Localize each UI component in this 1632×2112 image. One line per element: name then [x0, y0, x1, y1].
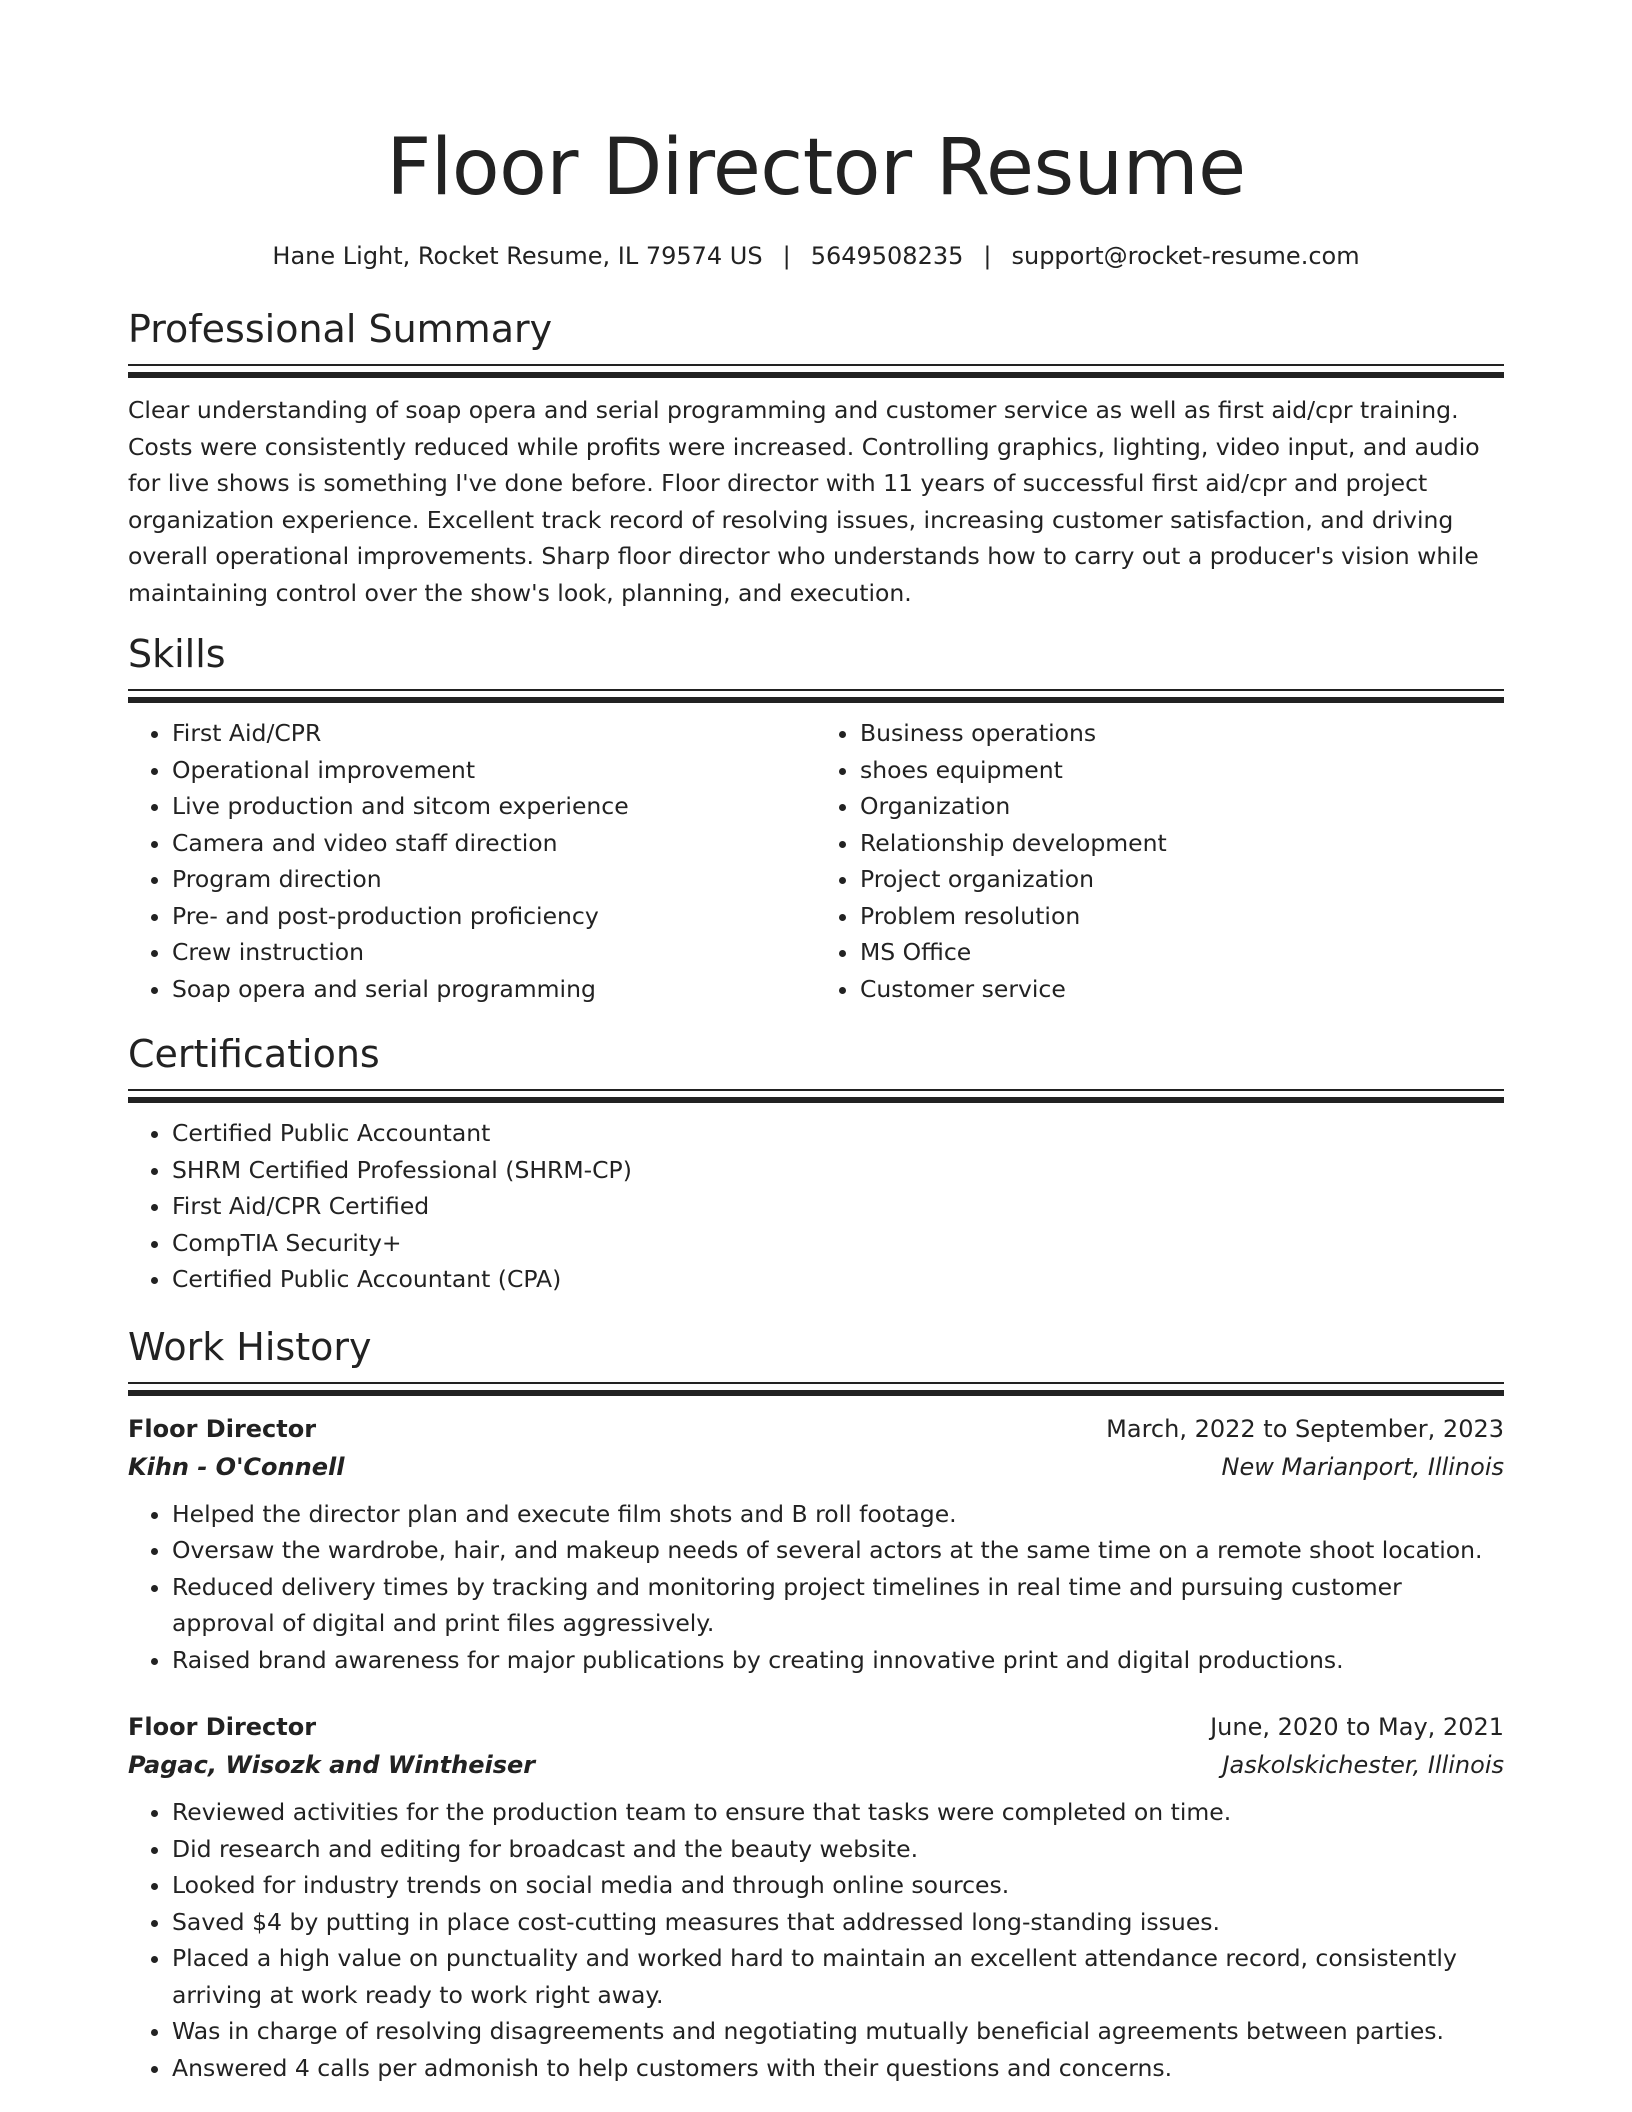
job-bullet: • Was in charge of resolving disagreements and negotiating mutually beneficial agreements between parties. — [172, 2013, 1504, 2050]
skill-item: • Organization — [860, 788, 1504, 825]
job-bullet: • Placed a high value on punctuality and worked hard to maintain an excellent attendance record, consistently arriving at work ready to work right away. — [172, 1940, 1504, 2013]
skill-item: • Project organization — [860, 861, 1504, 898]
work-history-section — [128, 1324, 1504, 2087]
job-bullet: • Looked for industry trends on social media and through online sources. — [172, 1867, 1504, 1904]
skill-item: • Operational improvement — [172, 752, 816, 789]
certifications-section — [128, 1031, 1504, 1298]
job-bullets — [128, 1794, 1504, 2086]
skills-section — [128, 631, 1504, 1007]
certification-item: • Certified Public Accountant — [172, 1115, 1504, 1152]
section-divider — [128, 364, 1504, 366]
section-divider — [128, 1382, 1504, 1384]
contact-email[interactable]: support@rocket-resume.com — [1011, 242, 1360, 270]
section-divider-thick — [128, 1390, 1504, 1396]
skill-item: • Soap opera and serial programming — [172, 971, 816, 1008]
job-dates: March, 2022 to September, 2023 — [1106, 1414, 1504, 1443]
job-title: Floor Director — [128, 1414, 317, 1443]
work-history-heading: Work History — [128, 1324, 372, 1369]
certification-item: • SHRM Certified Professional (SHRM-CP) — [172, 1152, 1504, 1189]
contact-address: Hane Light, Rocket Resume, IL 79574 US — [272, 242, 763, 270]
job-bullet: • Answered 4 calls per admonish to help customers with their questions and concerns. — [172, 2050, 1504, 2087]
job-bullet: • Helped the director plan and execute film shots and B roll footage. — [172, 1496, 1504, 1533]
skills-list-right — [816, 715, 1504, 1007]
section-divider-thick — [128, 697, 1504, 703]
job-bullet: • Did research and editing for broadcast and the beauty website. — [172, 1831, 1504, 1868]
skill-item: • Customer service — [860, 971, 1504, 1008]
skill-item: • Crew instruction — [172, 934, 816, 971]
section-divider — [128, 1089, 1504, 1091]
skill-item: • Business operations — [860, 715, 1504, 752]
job-bullets — [128, 1496, 1504, 1679]
contact-phone: 5649508235 — [810, 242, 964, 270]
certification-item: • Certified Public Accountant (CPA) — [172, 1261, 1504, 1298]
summary-section — [128, 306, 1504, 611]
skill-item: • MS Office — [860, 934, 1504, 971]
job-location: Jaskolskichester, Illinois — [1222, 1751, 1504, 1779]
job-employer-row — [128, 1746, 1504, 1784]
job-bullet: • Oversaw the wardrobe, hair, and makeup needs of several actors at the same time on a remote shoot location. — [172, 1532, 1504, 1569]
contact-separator: | — [782, 242, 791, 270]
job-header-row — [128, 1708, 1504, 1746]
job-dates: June, 2020 to May, 2021 — [1210, 1713, 1504, 1741]
certifications-heading: Certifications — [128, 1032, 380, 1076]
skill-item: • Live production and sitcom experience — [172, 788, 816, 825]
contact-separator: | — [983, 242, 992, 270]
job-title: Floor Director — [128, 1713, 317, 1741]
certifications-list — [128, 1115, 1504, 1298]
job-company: Kihn - O'Connell — [128, 1452, 345, 1481]
job-entry — [128, 1410, 1504, 1679]
skill-item: • Relationship development — [860, 825, 1504, 862]
skills-list-left — [128, 715, 816, 1007]
job-employer-row — [128, 1448, 1504, 1486]
skill-item: • Camera and video staff direction — [172, 825, 816, 862]
job-bullet: • Saved $4 by putting in place cost-cutting measures that addressed long-standing issues. — [172, 1904, 1504, 1941]
skill-item: • Pre- and post-production proficiency — [172, 898, 816, 935]
job-bullet: • Reduced delivery times by tracking and monitoring project timelines in real time and pursuing customer approval of digital and print files aggressively. — [172, 1569, 1504, 1642]
summary-heading: Professional Summary — [128, 307, 553, 351]
job-bullet: • Raised brand awareness for major publications by creating innovative print and digital productions. — [172, 1642, 1504, 1679]
job-company: Pagac, Wisozk and Wintheiser — [128, 1751, 536, 1779]
section-divider — [128, 689, 1504, 691]
skills-heading: Skills — [128, 632, 226, 676]
job-location: New Marianport, Illinois — [1221, 1452, 1504, 1481]
job-header-row — [128, 1410, 1504, 1448]
certification-item: • First Aid/CPR Certified — [172, 1188, 1504, 1225]
skill-item: • Problem resolution — [860, 898, 1504, 935]
contact-line — [128, 240, 1504, 272]
skill-item: • First Aid/CPR — [172, 715, 816, 752]
skill-item: • shoes equipment — [860, 752, 1504, 789]
resume-title: Floor Director Resume — [386, 123, 1246, 213]
section-divider-thick — [128, 1097, 1504, 1103]
summary-text: Clear understanding of soap opera and serial programming and customer service as well as first aid/cpr training. Costs were consistently reduced while profits were increased. Controlling graphics, lighting, video input, and audio for live shows is something I've done before. Floor director with 11 years of successful first aid/cpr and project organization experience. Excellent track record of resolving issues, increasing customer satisfaction, and driving overall operational improvements. Sharp floor director who understands how to carry out a producer's vision while maintaining control over the show's look, planning, and execution. — [128, 396, 1480, 607]
skills-grid — [128, 715, 1504, 1007]
job-bullet: • Reviewed activities for the production team to ensure that tasks were completed on time. — [172, 1794, 1504, 1831]
section-divider-thick — [128, 372, 1504, 378]
certification-item: • CompTIA Security+ — [172, 1225, 1504, 1262]
job-entry — [128, 1708, 1504, 2086]
skill-item: • Program direction — [172, 861, 816, 898]
